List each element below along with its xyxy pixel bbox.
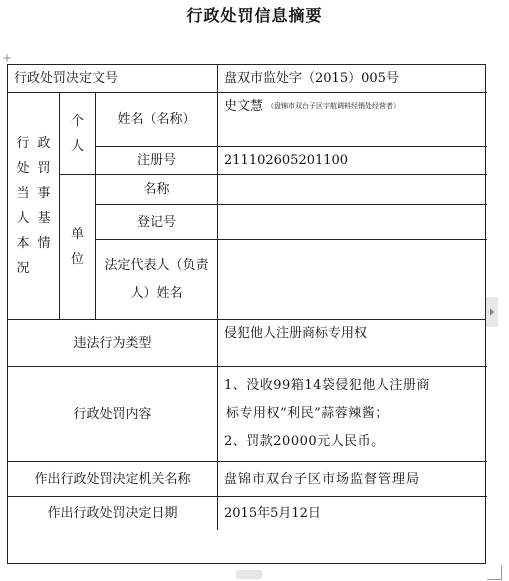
- penalty-line: 1、没收99箱14袋侵犯他人注册商: [224, 378, 430, 393]
- individual-reg-value: 211102605201100: [218, 147, 487, 175]
- authority-value: 盘锦市双台子区市场监督管理局: [218, 462, 487, 497]
- party-char: 政: [37, 136, 51, 151]
- unit-char: 单: [70, 227, 84, 242]
- individual-char: 人: [70, 138, 84, 154]
- violation-value: 侵犯他人注册商标专用权: [218, 320, 487, 367]
- party-char: 事: [37, 186, 51, 201]
- penalty-label: 行政处罚内容: [8, 367, 218, 462]
- unit-reg-label: 登记号: [96, 205, 218, 240]
- add-row-icon[interactable]: +: [2, 51, 13, 65]
- page-title: 行政处罚信息摘要: [186, 6, 323, 25]
- party-group-label: [8, 93, 60, 320]
- individual-name-cell: [218, 93, 487, 147]
- party-char: 行: [16, 136, 30, 151]
- bottom-resize-handle[interactable]: [236, 570, 262, 579]
- authority-label: 作出行政处罚决定机关名称: [8, 462, 218, 497]
- individual-reg-label: 注册号: [96, 147, 218, 175]
- party-char: 本: [16, 236, 30, 251]
- individual-name-note: （盘锦市双台子区宇航调料经销处经营者）: [267, 102, 401, 110]
- violation-label: 违法行为类型: [8, 320, 218, 367]
- party-group-label-text: [14, 134, 54, 278]
- individual-name-label: 姓名（名称）: [96, 93, 218, 147]
- penalty-line: 标专用权“利民”蒜蓉辣酱；: [226, 406, 389, 421]
- unit-reg-value: [218, 205, 487, 240]
- unit-name-label: 名称: [96, 175, 218, 205]
- party-char: 况: [16, 261, 30, 276]
- individual-char: 个: [70, 113, 84, 129]
- individual-name-value: 史文慧: [224, 99, 264, 114]
- unit-label: [60, 175, 96, 320]
- decision-doc-label: 行政处罚决定文号: [8, 65, 218, 93]
- penalty-line: 2、罚款20000元人民币。: [224, 434, 385, 449]
- corner-resize-handle[interactable]: [487, 565, 502, 580]
- party-char: 罚: [37, 161, 51, 176]
- decision-date-label: 作出行政处罚决定日期: [8, 497, 218, 530]
- party-char: 当: [16, 186, 30, 201]
- party-char: 人: [16, 211, 30, 226]
- penalty-content: [218, 367, 487, 462]
- side-expand-handle[interactable]: [486, 297, 498, 327]
- unit-rep-value: [218, 240, 487, 320]
- decision-doc-value: 盘双市监处字（2015）005号: [218, 65, 487, 93]
- party-char: 基: [37, 211, 51, 226]
- individual-label: [60, 93, 96, 175]
- unit-char: 位: [70, 252, 84, 267]
- party-char: 处: [16, 161, 30, 176]
- unit-name-value: [218, 175, 487, 205]
- summary-table: [7, 64, 486, 564]
- unit-rep-label: 法定代表人（负责人）姓名: [96, 240, 218, 320]
- party-char: 情: [37, 236, 51, 251]
- decision-date-value: 2015年5月12日: [224, 506, 321, 521]
